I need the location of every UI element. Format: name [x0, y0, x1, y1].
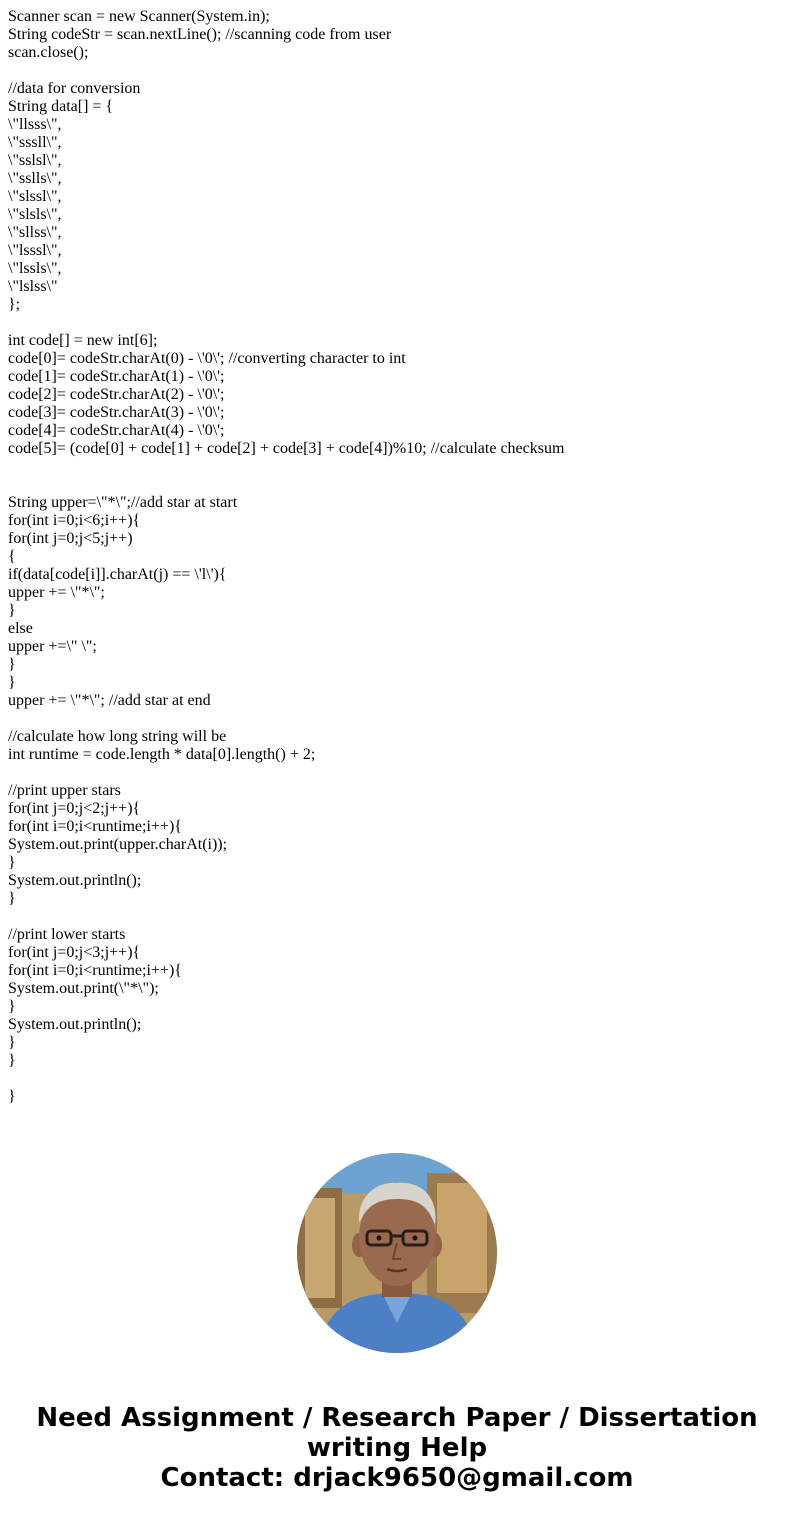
- code-line: [8, 458, 784, 476]
- code-line: [8, 1070, 784, 1088]
- code-line: code[5]= (code[0] + code[1] + code[2] + code[3] + code[4])%10; //calculate checksum: [8, 440, 565, 457]
- code-line: //print upper stars: [8, 782, 121, 799]
- code-line: }: [8, 602, 16, 619]
- code-line: \"lssls\",: [8, 260, 62, 277]
- code-line: else: [8, 620, 33, 637]
- code-line: String data[] = {: [8, 98, 114, 115]
- code-line: Scanner scan = new Scanner(System.in);: [8, 8, 270, 25]
- code-line: for(int j=0;j<2;j++){: [8, 800, 141, 817]
- code-line: }: [8, 1034, 16, 1051]
- code-line: code[0]= codeStr.charAt(0) - \'0\'; //converting character to int: [8, 350, 406, 367]
- code-line: }: [8, 674, 16, 691]
- code-line: System.out.print(upper.charAt(i));: [8, 836, 228, 853]
- code-line: \"sllss\",: [8, 224, 62, 241]
- code-line: };: [8, 296, 21, 313]
- code-line: code[3]= codeStr.charAt(3) - \'0\';: [8, 404, 225, 421]
- code-line: }: [8, 854, 16, 871]
- code-line: int runtime = code.length * data[0].length() + 2;: [8, 746, 316, 763]
- code-line: scan.close();: [8, 44, 89, 61]
- code-line: \"lslss\": [8, 278, 58, 295]
- code-line: {: [8, 548, 16, 565]
- code-line: [8, 908, 784, 926]
- code-line: code[1]= codeStr.charAt(1) - \'0\';: [8, 368, 225, 385]
- code-line: }: [8, 998, 16, 1015]
- code-line: \"sslls\",: [8, 170, 62, 187]
- promo-line-2: writing Help: [306, 1433, 488, 1463]
- code-line: for(int j=0;j<3;j++){: [8, 944, 141, 961]
- code-line: [8, 764, 784, 782]
- code-line: int code[] = new int[6];: [8, 332, 158, 349]
- code-line: \"sssll\",: [8, 134, 62, 151]
- code-line: }: [8, 1052, 16, 1069]
- author-photo: [297, 1153, 497, 1353]
- code-line: \"sslsl\",: [8, 152, 62, 169]
- code-line: //data for conversion: [8, 80, 141, 97]
- code-line: for(int i=0;i<6;i++){: [8, 512, 141, 529]
- code-line: }: [8, 1088, 16, 1105]
- code-line: for(int i=0;i<runtime;i++){: [8, 962, 182, 979]
- code-line: [8, 710, 784, 728]
- code-line: upper += \"*\";: [8, 584, 105, 601]
- author-avatar: [297, 1153, 497, 1353]
- code-line: \"lsssl\",: [8, 242, 62, 259]
- code-line: }: [8, 890, 16, 907]
- code-line: //calculate how long string will be: [8, 728, 227, 745]
- code-line: for(int j=0;j<5;j++): [8, 530, 133, 547]
- code-line: [8, 314, 784, 332]
- code-line: //print lower starts: [8, 926, 126, 943]
- code-line: System.out.print(\"*\");: [8, 980, 159, 997]
- code-line: System.out.println();: [8, 1016, 142, 1033]
- promo-line-3: Contact: drjack9650@gmail.com: [160, 1463, 634, 1493]
- code-line: String codeStr = scan.nextLine(); //scanning code from user: [8, 26, 392, 43]
- code-line: [8, 476, 784, 494]
- code-line: \"slsls\",: [8, 206, 62, 223]
- code-line: \"slssl\",: [8, 188, 62, 205]
- code-line: }: [8, 656, 16, 673]
- code-listing: [8, 8, 784, 1106]
- promo-banner: [0, 1403, 794, 1493]
- code-line: \"llsss\",: [8, 116, 62, 133]
- code-line: [8, 62, 784, 80]
- code-line: code[2]= codeStr.charAt(2) - \'0\';: [8, 386, 225, 403]
- code-line: upper += \"*\"; //add star at end: [8, 692, 211, 709]
- code-line: if(data[code[i]].charAt(j) == \'l\'){: [8, 566, 227, 583]
- code-line: code[4]= codeStr.charAt(4) - \'0\';: [8, 422, 225, 439]
- code-line: String upper=\"*\";//add star at start: [8, 494, 238, 511]
- code-line: upper +=\" \";: [8, 638, 97, 655]
- promo-line-1: Need Assignment / Research Paper / Dissertation: [36, 1403, 758, 1433]
- code-line: for(int i=0;i<runtime;i++){: [8, 818, 182, 835]
- code-line: System.out.println();: [8, 872, 142, 889]
